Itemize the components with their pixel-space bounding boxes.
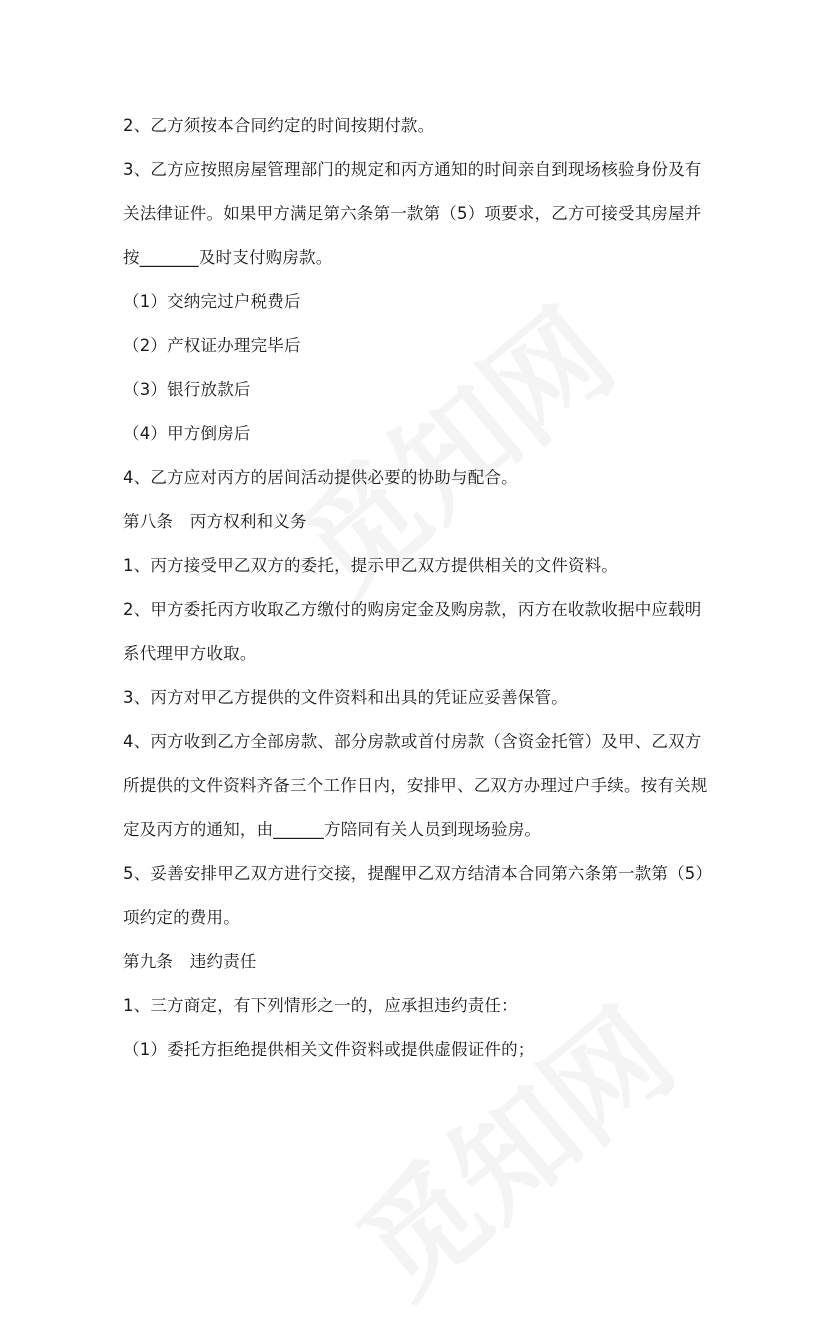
document-body — [123, 104, 723, 1072]
paragraph-line: 4、乙方应对丙方的居间活动提供必要的协助与配合。 — [123, 468, 518, 487]
paragraph-line: 按_______及时支付购房款。 — [123, 248, 333, 267]
paragraph-line: 3、丙方对甲乙方提供的文件资料和出具的凭证应妥善保管。 — [123, 688, 568, 707]
list-item: （1）交纳完过户税费后 — [123, 292, 301, 311]
paragraph-line: 3、乙方应按照房屋管理部门的规定和丙方通知的时间亲自到现场核验身份及有 — [123, 160, 702, 179]
list-item: （4）甲方倒房后 — [123, 424, 251, 443]
paragraph-line: 2、甲方委托丙方收取乙方缴付的购房定金及购房款，丙方在收款收据中应载明 — [123, 600, 702, 619]
paragraph-line: 5、妥善安排甲乙双方进行交接，提醒甲乙双方结清本合同第六条第一款第（5） — [123, 864, 713, 883]
paragraph-line: 系代理甲方收取。 — [123, 644, 257, 663]
paragraph-line: 定及丙方的通知，由______方陪同有关人员到现场验房。 — [123, 820, 542, 839]
list-item: （2）产权证办理完毕后 — [123, 336, 301, 355]
paragraph-line: 2、乙方须按本合同约定的时间按期付款。 — [123, 116, 435, 135]
list-item: （3）银行放款后 — [123, 380, 251, 399]
paragraph-line: 关法律证件。如果甲方满足第六条第一款第（5）项要求，乙方可接受其房屋并 — [123, 204, 702, 223]
paragraph-line: 所提供的文件资料齐备三个工作日内，安排甲、乙双方办理过户手续。按有关规 — [123, 776, 708, 795]
paragraph-line: 4、丙方收到乙方全部房款、部分房款或首付房款（含资金托管）及甲、乙双方 — [123, 732, 702, 751]
list-item: （1）委托方拒绝提供相关文件资料或提供虚假证件的； — [123, 1040, 535, 1059]
section-heading: 第八条 丙方权利和义务 — [123, 512, 307, 531]
paragraph-line: 1、丙方接受甲乙双方的委托，提示甲乙双方提供相关的文件资料。 — [123, 556, 618, 575]
paragraph-line: 1、三方商定，有下列情形之一的，应承担违约责任： — [123, 996, 518, 1015]
paragraph-line: 项约定的费用。 — [123, 908, 240, 927]
section-heading: 第九条 违约责任 — [123, 952, 257, 971]
